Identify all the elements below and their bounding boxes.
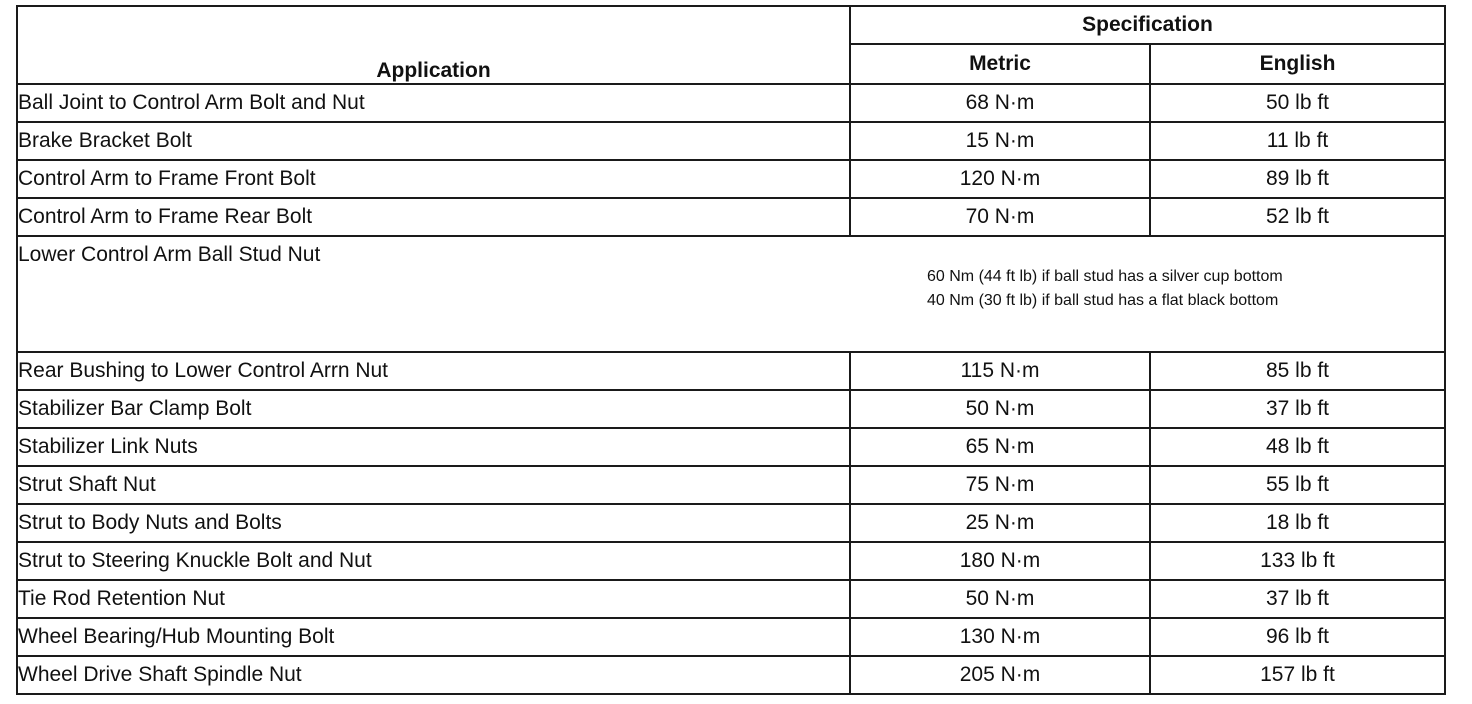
english-cell: 52 lb ft (1150, 198, 1445, 236)
english-cell: 50 lb ft (1150, 84, 1445, 122)
metric-header: Metric (850, 44, 1150, 84)
table-row (17, 122, 1445, 160)
metric-cell: 70 N·m (850, 198, 1150, 236)
metric-cell: 15 N·m (850, 122, 1150, 160)
table-row (17, 504, 1445, 542)
application-cell: Strut to Body Nuts and Bolts (17, 504, 850, 542)
application-cell: Control Arm to Frame Rear Bolt (17, 198, 850, 236)
table-row (17, 618, 1445, 656)
metric-cell: 50 N·m (850, 390, 1150, 428)
application-cell: Brake Bracket Bolt (17, 122, 850, 160)
table-row (17, 352, 1445, 390)
note-line-2: 40 Nm (30 ft lb) if ball stud has a flat black bottom (927, 292, 1279, 309)
table-row (17, 428, 1445, 466)
note-line-1: 60 Nm (44 ft lb) if ball stud has a silver cup bottom (927, 268, 1283, 285)
english-header: English (1150, 44, 1445, 84)
application-cell: Strut to Steering Knuckle Bolt and Nut (17, 542, 850, 580)
application-cell: Stabilizer Link Nuts (17, 428, 850, 466)
metric-cell: 130 N·m (850, 618, 1150, 656)
english-cell: 85 lb ft (1150, 352, 1445, 390)
table-row (17, 466, 1445, 504)
specification-header: Specification (850, 6, 1445, 44)
metric-cell: 75 N·m (850, 466, 1150, 504)
application-cell: Ball Joint to Control Arm Bolt and Nut (17, 84, 850, 122)
application-cell: Strut Shaft Nut (17, 466, 850, 504)
english-cell: 18 lb ft (1150, 504, 1445, 542)
table-row (17, 580, 1445, 618)
application-cell: Control Arm to Frame Front Bolt (17, 160, 850, 198)
metric-cell: 115 N·m (850, 352, 1150, 390)
english-cell: 157 lb ft (1150, 656, 1445, 694)
application-cell: Tie Rod Retention Nut (17, 580, 850, 618)
table-row (17, 542, 1445, 580)
torque-spec-table (16, 5, 1446, 695)
english-cell: 55 lb ft (1150, 466, 1445, 504)
application-cell: Lower Control Arm Ball Stud Nut (18, 243, 321, 266)
metric-cell: 180 N·m (850, 542, 1150, 580)
application-cell: Wheel Drive Shaft Spindle Nut (17, 656, 850, 694)
application-cell: Wheel Bearing/Hub Mounting Bolt (17, 618, 850, 656)
english-cell: 89 lb ft (1150, 160, 1445, 198)
table-row (17, 84, 1445, 122)
english-cell: 96 lb ft (1150, 618, 1445, 656)
english-cell: 133 lb ft (1150, 542, 1445, 580)
english-cell: 37 lb ft (1150, 390, 1445, 428)
metric-cell: 205 N·m (850, 656, 1150, 694)
application-header: Application (17, 6, 850, 84)
metric-cell: 65 N·m (850, 428, 1150, 466)
english-cell: 37 lb ft (1150, 580, 1445, 618)
note-block (911, 265, 1444, 313)
metric-cell: 120 N·m (850, 160, 1150, 198)
english-cell: 11 lb ft (1150, 122, 1445, 160)
table-row-special (17, 236, 1445, 352)
application-cell: Rear Bushing to Lower Control Arrn Nut (17, 352, 850, 390)
table-row (17, 656, 1445, 694)
table-row (17, 198, 1445, 236)
english-cell: 48 lb ft (1150, 428, 1445, 466)
application-cell: Stabilizer Bar Clamp Bolt (17, 390, 850, 428)
metric-cell: 50 N·m (850, 580, 1150, 618)
table-row (17, 160, 1445, 198)
special-row-cell (17, 236, 1445, 352)
metric-cell: 68 N·m (850, 84, 1150, 122)
table-row (17, 390, 1445, 428)
metric-cell: 25 N·m (850, 504, 1150, 542)
